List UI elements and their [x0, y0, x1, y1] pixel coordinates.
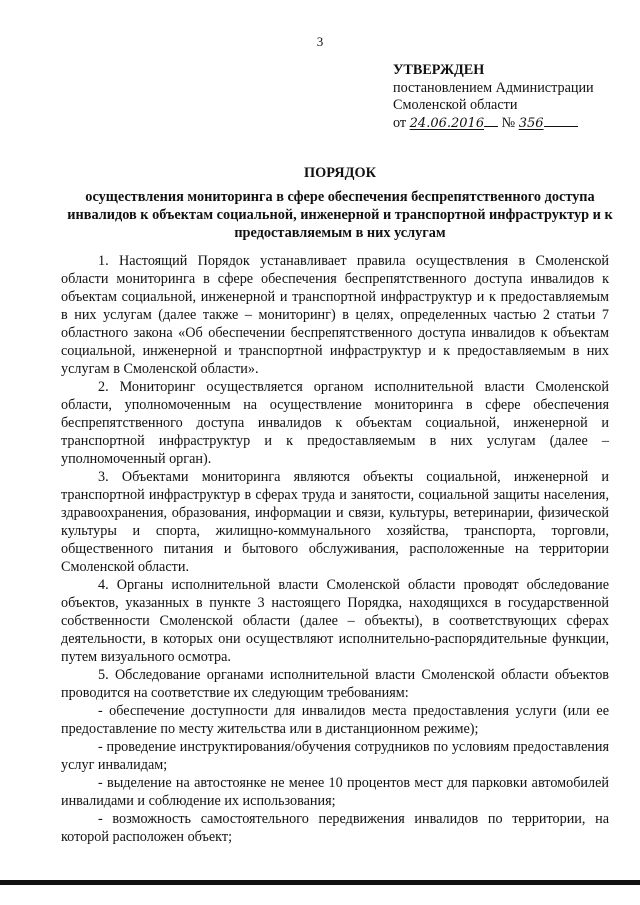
- requirement-item: - выделение на автостоянке не менее 10 процентов мест для парковки автомобилей инвалидами и соблюдение их использования;: [61, 775, 609, 809]
- paragraph-3: 3. Объектами мониторинга являются объекты социальной, инженерной и транспортной инфраструктур в сферах труда и занятости, социальной защиты населения, здравоохранения, образования, информации и связи, культуры, ветеринарии, физической культуры и спорта, жилищно-коммунального хозяйства, транспорта, торговли, общественного питания и бытового обслуживания, расположенные на территории Смоленской области.: [61, 469, 609, 575]
- approval-title: УТВЕРЖДЕН: [393, 62, 485, 78]
- number-prefix: №: [501, 114, 516, 131]
- paragraph-5: 5. Обследование органами исполнительной власти Смоленской области объектов проводится на соответствие их следующим требованиям:: [61, 667, 609, 701]
- scan-bottom-edge: [0, 880, 640, 885]
- paragraph-4: 4. Органы исполнительной власти Смоленской области проводят обследование объектов, указанных в пункте 3 настоящего Порядка, находящихся в государственной собственности Смоленской области (далее – объекты), в соответствующих сферах деятельности, в которых они осуществляют исполнительно-распорядительные функции, путем визуального осмотра.: [61, 577, 609, 665]
- document-subtitle: осуществления мониторинга в сфере обеспечения беспрепятственного доступа инвалидов к объектам социальной, инженерной и транспортной инфраструктур и к предоставляемым в них услугам: [67, 189, 613, 241]
- document-heading: [60, 164, 620, 242]
- approval-line-2: Смоленской области: [393, 97, 518, 113]
- paragraph-2: 2. Мониторинг осуществляется органом исполнительной власти Смоленской области, уполномоченным на осуществление мониторинга в сфере обеспечения беспрепятственного доступа инвалидов к объектам социальной, инженерной и транспортной инфраструктур и к предоставляемым в них услугам (далее – уполномоченный орган).: [61, 379, 609, 467]
- document-title: ПОРЯДОК: [304, 165, 376, 181]
- approval-block: [393, 62, 633, 132]
- approval-line-1: постановлением Администрации: [393, 79, 594, 96]
- paragraph-1: 1. Настоящий Порядок устанавливает правила осуществления в Смоленской области мониторинга в сфере обеспечения беспрепятственного доступа инвалидов к объектам социальной, инженерной и транспортной инфраструктур и к предоставляемым в них услугам (далее также – мониторинг) в целях, определенных частью 2 статьи 7 областного закона «Об обеспечении беспрепятственного доступа инвалидов к объектам социальной, инженерной и транспортной инфраструктур и к предоставляемым в них услугам в Смоленской области».: [61, 253, 609, 377]
- document-body: [61, 252, 609, 846]
- approval-date-line: [393, 115, 633, 133]
- handwritten-date: 24.06.2016: [409, 115, 485, 131]
- page-number: 3: [316, 34, 324, 49]
- requirement-item: - обеспечение доступности для инвалидов места предоставления услуги (или ее предоставление по месту жительства или в дистанционном режиме);: [61, 703, 609, 737]
- date-prefix: от: [393, 114, 407, 131]
- handwritten-number: 356: [518, 115, 544, 131]
- requirement-item: - проведение инструктирования/обучения сотрудников по условиям предоставления услуг инвалидам;: [61, 739, 609, 773]
- requirement-item: - возможность самостоятельного передвижения инвалидов по территории, на которой расположен объект;: [61, 811, 609, 845]
